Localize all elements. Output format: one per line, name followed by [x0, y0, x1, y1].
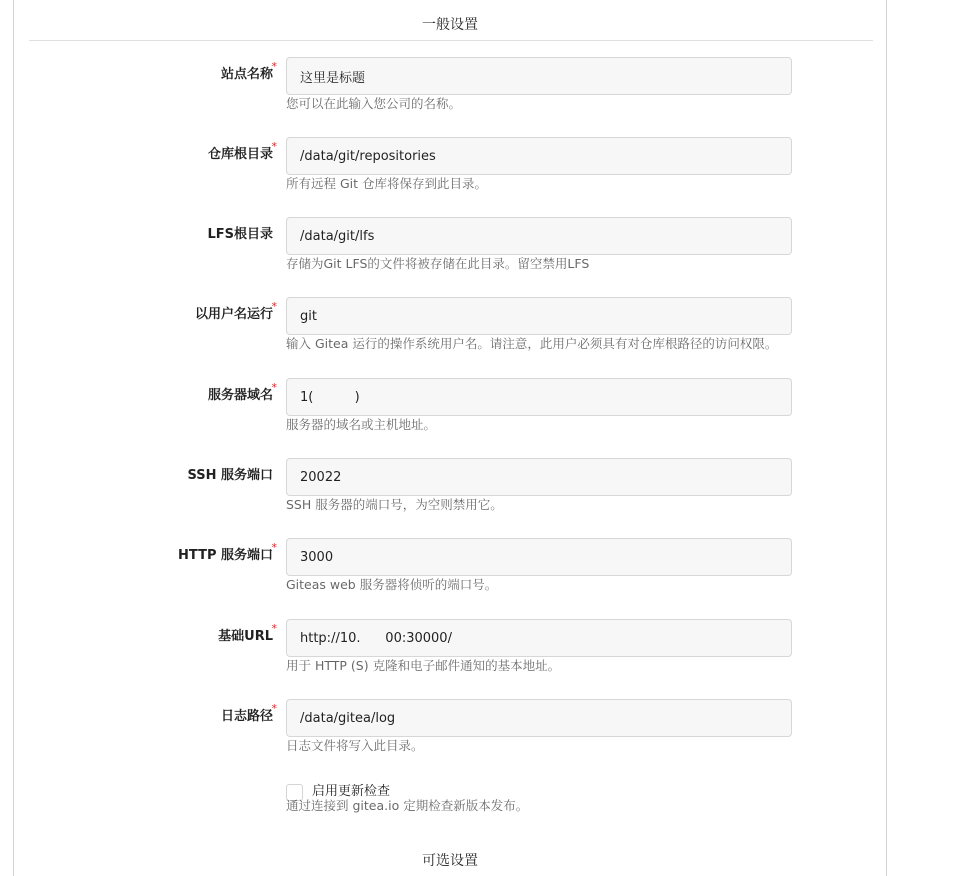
field-help: 服务器的域名或主机地址。 — [286, 417, 437, 432]
install-form-panel — [13, 0, 887, 876]
field-help: 您可以在此输入您公司的名称。 — [286, 96, 462, 111]
field-label: HTTP 服务端口 — [178, 548, 273, 563]
field-label: 日志路径 — [220, 709, 273, 724]
update-check-help: 通过连接到 gitea.io 定期检查新版本发布。 — [286, 798, 529, 813]
site-name-input[interactable] — [286, 57, 792, 95]
server-domain-input[interactable] — [286, 378, 792, 416]
field-help: Giteas web 服务器将侦听的端口号。 — [286, 577, 498, 592]
field-help: SSH 服务器的端口号，为空则禁用它。 — [286, 497, 503, 512]
repo-root-input[interactable] — [286, 137, 792, 175]
required-asterisk: * — [271, 60, 277, 73]
http-port-input[interactable] — [286, 538, 792, 576]
section-divider — [29, 40, 873, 41]
required-asterisk: * — [271, 140, 277, 153]
field-help: 输入 Gitea 运行的操作系统用户名。请注意，此用户必须具有对仓库根路径的访问权限。 — [286, 336, 778, 351]
field-help: 用于 HTTP (S) 克隆和电子邮件通知的基本地址。 — [286, 658, 561, 673]
field-label: 以用户名运行 — [194, 307, 273, 322]
field-help: 存储为Git LFS的文件将被存储在此目录。留空禁用LFS — [286, 256, 590, 271]
field-label: LFS根目录 — [207, 227, 273, 242]
required-asterisk: * — [271, 702, 277, 715]
next-section-title: 可选设置 — [422, 853, 478, 869]
lfs-root-input[interactable] — [286, 217, 792, 255]
field-label: 站点名称 — [220, 67, 273, 82]
field-label: 基础URL — [218, 629, 273, 644]
field-label: 仓库根目录 — [207, 147, 273, 162]
required-asterisk: * — [271, 541, 277, 554]
required-asterisk: * — [271, 300, 277, 313]
field-help: 所有远程 Git 仓库将保存到此目录。 — [286, 176, 488, 191]
update-check-label[interactable]: 启用更新检查 — [312, 784, 391, 799]
section-title: 一般设置 — [422, 17, 478, 33]
required-asterisk: * — [271, 622, 277, 635]
required-asterisk: * — [271, 381, 277, 394]
field-label: 服务器域名 — [207, 388, 273, 403]
ssh-port-input[interactable] — [286, 458, 792, 496]
field-help: 日志文件将写入此目录。 — [286, 738, 424, 753]
field-label: SSH 服务端口 — [187, 468, 273, 483]
run-user-input[interactable] — [286, 297, 792, 335]
base-url-input[interactable] — [286, 619, 792, 657]
log-path-input[interactable] — [286, 699, 792, 737]
